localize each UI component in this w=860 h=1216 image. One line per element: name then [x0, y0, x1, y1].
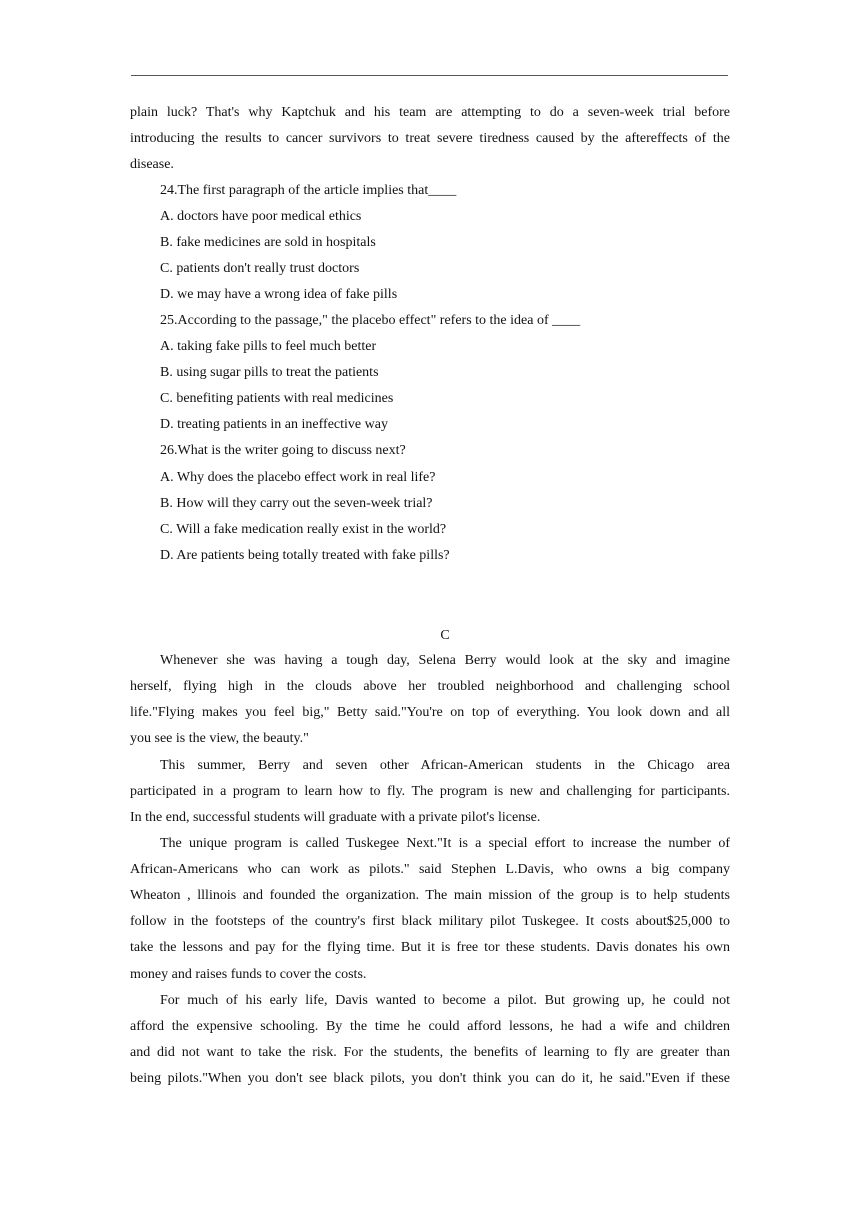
header-rule [131, 75, 728, 76]
question-26-option-d: D. Are patients being totally treated with fake pills? [160, 548, 450, 563]
question-24-option-d: D. we may have a wrong idea of fake pills [160, 287, 398, 302]
paragraph-line: participated in a program to learn how to fly. The program is new and challenging for participants. [130, 784, 730, 799]
continuation-line: introducing the results to cancer survivors to treat severe tiredness caused by the aftereffects of the [130, 131, 730, 146]
continuation-line: plain luck? That's why Kaptchuk and his team are attempting to do a seven-week trial before [130, 105, 730, 120]
continuation-line: disease. [130, 157, 174, 172]
question-26-option-c: C. Will a fake medication really exist in the world? [160, 522, 447, 537]
question-24-option-c: C. patients don't really trust doctors [160, 261, 360, 276]
paragraph-line: For much of his early life, Davis wanted to become a pilot. But growing up, he could not [160, 993, 730, 1008]
question-24-stem: 24.The first paragraph of the article implies that____ [160, 183, 457, 198]
question-24-option-b: B. fake medicines are sold in hospitals [160, 235, 376, 250]
paragraph-line: Whenever she was having a tough day, Selena Berry would look at the sky and imagine [160, 653, 730, 668]
question-25-stem: 25.According to the passage," the placebo effect" refers to the idea of ____ [160, 313, 581, 328]
question-26-option-b: B. How will they carry out the seven-week trial? [160, 496, 433, 511]
paragraph-line: The unique program is called Tuskegee Next."It is a special effort to increase the number of [160, 836, 730, 851]
paragraph-line: and did not want to take the risk. For the students, the benefits of learning to fly are greater than [130, 1045, 730, 1060]
question-25-option-c: C. benefiting patients with real medicines [160, 391, 394, 406]
question-25-option-d: D. treating patients in an ineffective way [160, 417, 388, 432]
paragraph-line: you see is the view, the beauty." [130, 731, 309, 746]
paragraph-line: follow in the footsteps of the country's first black military pilot Tuskegee. It costs about$25,000 to [130, 914, 730, 929]
paragraph-line: In the end, successful students will graduate with a private pilot's license. [130, 810, 541, 825]
paragraph-line: Wheaton , lllinois and founded the organization. The main mission of the group is to help students [130, 888, 730, 903]
paragraph-line: African-Americans who can work as pilots." said Stephen L.Davis, who owns a big company [130, 862, 730, 877]
paragraph-line: money and raises funds to cover the costs. [130, 967, 367, 982]
paragraph-line: life."Flying makes you feel big," Betty said."You're on top of everything. You look down and all [130, 705, 730, 720]
question-24-option-a: A. doctors have poor medical ethics [160, 209, 362, 224]
paragraph-line: being pilots."When you don't see black pilots, you don't think you can do it, he said."Even if these [130, 1071, 730, 1086]
paragraph-line: afford the expensive schooling. By the time he could afford lessons, he had a wife and children [130, 1019, 730, 1034]
paragraph-line: take the lessons and pay for the flying time. But it is free tor these students. Davis donates his own [130, 940, 730, 955]
question-25-option-b: B. using sugar pills to treat the patients [160, 365, 379, 380]
paragraph-line: This summer, Berry and seven other African-American students in the Chicago area [160, 758, 730, 773]
question-26-stem: 26.What is the writer going to discuss next? [160, 443, 406, 458]
question-26-option-a: A. Why does the placebo effect work in real life? [160, 470, 436, 485]
section-heading: C [440, 628, 450, 643]
paragraph-line: herself, flying high in the clouds above her troubled neighborhood and challenging school [130, 679, 730, 694]
question-25-option-a: A. taking fake pills to feel much better [160, 339, 377, 354]
